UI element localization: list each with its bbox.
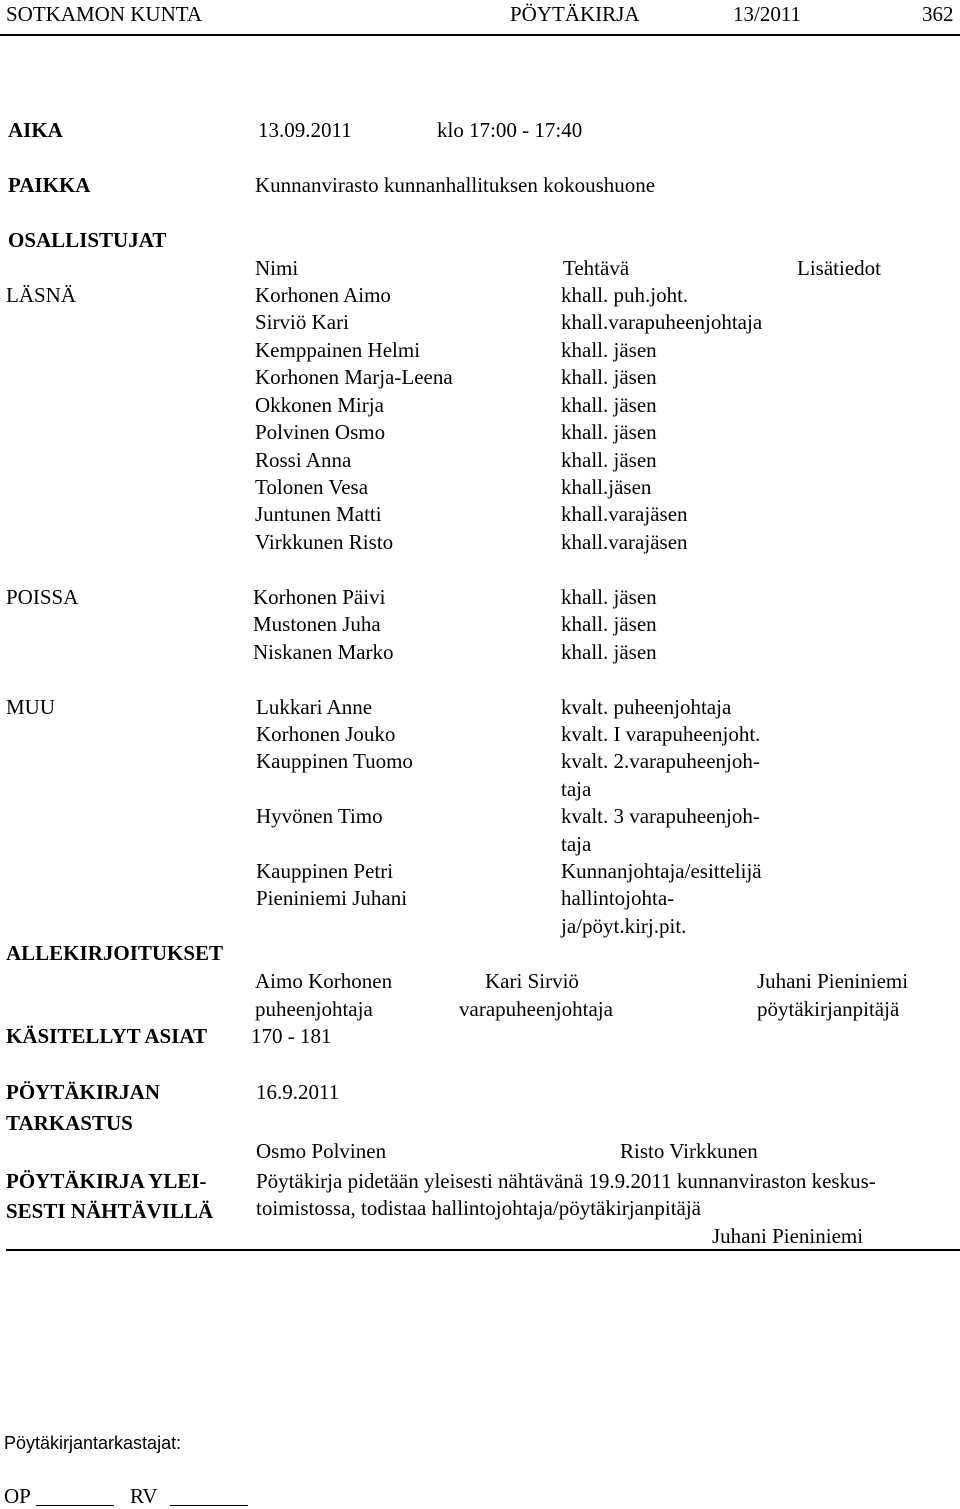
absent-name: Niskanen Marko — [253, 640, 394, 664]
tarkastus-date: 16.9.2011 — [256, 1080, 340, 1104]
osallistujat-label: OSALLISTUJAT — [8, 228, 167, 252]
participant-role: khall.varajäsen — [561, 530, 688, 554]
header-rule — [0, 34, 960, 36]
signer-title: pöytäkirjanpitäjä — [757, 997, 900, 1021]
participant-name: Okkonen Mirja — [255, 393, 384, 417]
other-role: kvalt. puheenjohtaja — [561, 695, 732, 719]
aika-date: 13.09.2011 — [258, 118, 352, 142]
page-number: 362 — [922, 2, 954, 26]
participant-role: khall. jäsen — [561, 420, 657, 444]
absent-role: khall. jäsen — [561, 640, 657, 664]
other-role: Kunnanjohtaja/esittelijä — [561, 859, 762, 883]
participant-name: Polvinen Osmo — [255, 420, 386, 444]
participant-name: Korhonen Aimo — [255, 283, 391, 307]
participant-name: Tolonen Vesa — [255, 475, 369, 499]
other-role: kvalt. I varapuheenjoht. — [561, 722, 761, 746]
aika-label: AIKA — [8, 118, 63, 142]
participant-role: khall.varajäsen — [561, 502, 688, 526]
signer-name: Aimo Korhonen — [255, 969, 393, 993]
allekirjoitukset-label: ALLEKIRJOITUKSET — [6, 941, 224, 965]
initials-line — [170, 1505, 248, 1506]
footer-initials-op: OP — [4, 1484, 31, 1508]
other-name: Lukkari Anne — [256, 695, 373, 719]
signer-name: Kari Sirviö — [485, 969, 579, 993]
nahtavilla-text-line1: Pöytäkirja pidetään yleisesti nähtävänä 19.9.2011 kunnanviraston keskus- — [256, 1169, 876, 1193]
participant-role: khall. puh.joht. — [561, 283, 689, 307]
other-name: Korhonen Jouko — [256, 722, 396, 746]
column-header-role: Tehtävä — [563, 256, 630, 280]
tarkastus-label-line2: TARKASTUS — [6, 1111, 133, 1135]
other-role-cont: taja — [561, 832, 592, 856]
other-role-cont: taja — [561, 777, 592, 801]
participant-name: Virkkunen Risto — [255, 530, 394, 554]
footer-checkers-label: Pöytäkirjantarkastajat: — [4, 1433, 182, 1453]
other-role: kvalt. 3 varapuheenjoh- — [561, 804, 760, 828]
signer-title: puheenjohtaja — [255, 997, 373, 1021]
participant-role: khall. jäsen — [561, 448, 657, 472]
org-name: SOTKAMON KUNTA — [6, 2, 203, 26]
participant-role: khall. jäsen — [561, 338, 657, 362]
doc-type: PÖYTÄKIRJA — [510, 2, 640, 26]
signer-name: Juhani Pieniniemi — [757, 969, 909, 993]
doc-number: 13/2011 — [733, 2, 802, 26]
other-name: Pieniniemi Juhani — [256, 886, 408, 910]
muu-label: MUU — [6, 695, 56, 719]
kasitellyt-value: 170 - 181 — [251, 1024, 332, 1048]
absent-name: Mustonen Juha — [253, 612, 381, 636]
participant-name: Kemppainen Helmi — [255, 338, 421, 362]
absent-name: Korhonen Päivi — [253, 585, 386, 609]
participant-role: khall. jäsen — [561, 393, 657, 417]
tarkastus-label-line1: PÖYTÄKIRJAN — [6, 1080, 161, 1104]
participant-name: Sirviö Kari — [255, 310, 349, 334]
paikka-label: PAIKKA — [8, 173, 91, 197]
participant-role: khall. jäsen — [561, 365, 657, 389]
nahtavilla-label-line1: PÖYTÄKIRJA YLEI- — [6, 1169, 207, 1193]
participant-name: Juntunen Matti — [255, 502, 382, 526]
kasitellyt-label: KÄSITELLYT ASIAT — [6, 1024, 207, 1048]
nahtavilla-signer: Juhani Pieniniemi — [712, 1224, 864, 1248]
checker-name: Risto Virkkunen — [620, 1139, 758, 1163]
nahtavilla-text-line2: toimistossa, todistaa hallintojohtaja/pöytäkirjanpitäjä — [256, 1196, 701, 1220]
poissa-label: POISSA — [6, 585, 79, 609]
absent-role: khall. jäsen — [561, 612, 657, 636]
participant-role: khall.varapuheenjohtaja — [561, 310, 763, 334]
absent-role: khall. jäsen — [561, 585, 657, 609]
section-rule — [6, 1249, 960, 1251]
other-name: Hyvönen Timo — [256, 804, 383, 828]
other-role-cont: ja/pöyt.kirj.pit. — [561, 914, 687, 938]
checker-name: Osmo Polvinen — [256, 1139, 387, 1163]
paikka-value: Kunnanvirasto kunnanhallituksen kokoushuone — [255, 173, 656, 197]
participant-name: Korhonen Marja-Leena — [255, 365, 453, 389]
other-name: Kauppinen Petri — [256, 859, 394, 883]
lasna-label: LÄSNÄ — [6, 283, 77, 307]
participant-role: khall.jäsen — [561, 475, 652, 499]
initials-line — [36, 1505, 114, 1506]
column-header-extra: Lisätiedot — [797, 256, 881, 280]
column-header-name: Nimi — [255, 256, 299, 280]
aika-time: klo 17:00 - 17:40 — [437, 118, 583, 142]
footer-initials-rv: RV — [130, 1484, 158, 1508]
other-role: kvalt. 2.varapuheenjoh- — [561, 749, 760, 773]
other-role: hallintojohta- — [561, 886, 675, 910]
participant-name: Rossi Anna — [255, 448, 352, 472]
signer-title: varapuheenjohtaja — [459, 997, 613, 1021]
nahtavilla-label-line2: SESTI NÄHTÄVILLÄ — [6, 1199, 214, 1223]
other-name: Kauppinen Tuomo — [256, 749, 413, 773]
